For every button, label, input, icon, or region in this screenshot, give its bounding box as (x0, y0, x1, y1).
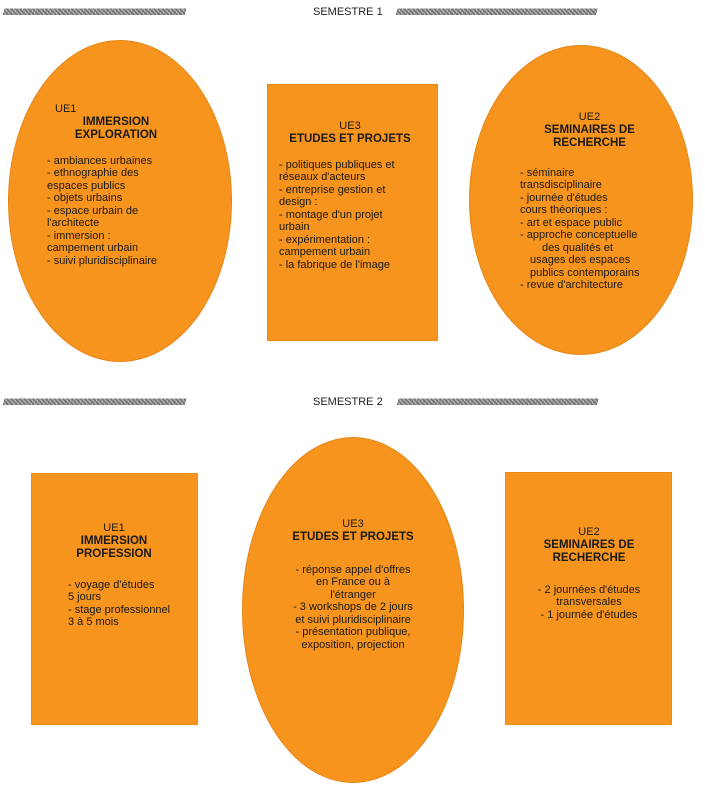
list-item: - art et espace public (520, 216, 623, 229)
list-item: - voyage d'études (68, 578, 155, 591)
list-item: 5 jours (68, 591, 102, 603)
list-item: - politiques publiques et (279, 158, 395, 171)
s1-ue1-items (47, 155, 222, 268)
list-item: - expérimentation : (279, 233, 371, 246)
list-item: - suivi pluridisciplinaire (47, 254, 158, 267)
list-item: publics contemporains (530, 266, 640, 279)
s2-ue2-text (510, 526, 668, 621)
list-item: - stage professionnel (68, 603, 171, 616)
list-item: l'architecte (47, 217, 100, 229)
list-item: campement urbain (47, 242, 139, 254)
s1-ue1-title-2: EXPLORATION (74, 128, 158, 141)
list-item: - approche conceptuelle (520, 229, 638, 241)
s2-ue2-code: UE2 (578, 526, 600, 538)
s1-ue1-title-1: IMMERSION (82, 115, 150, 128)
list-item: transversales (556, 596, 622, 608)
s1-ue1-text (47, 103, 222, 267)
list-item: - 3 workshops de 2 jours (293, 601, 413, 613)
list-item: l'étranger (330, 588, 376, 601)
s2-ue1-title-1: IMMERSION (80, 534, 148, 547)
s1-ue3-items (275, 159, 435, 272)
list-item: design : (279, 196, 318, 208)
list-item: - immersion : (47, 229, 111, 242)
semester-1-title: SEMESTRE 1 (313, 6, 383, 18)
s2-ue1-title-2: PROFESSION (76, 547, 152, 560)
s1-ue2-title-1: SEMINAIRES DE (544, 123, 635, 136)
separator-right: ////////////////////////////////////////////////////////////////////////////////////////////////////////////////////////////////////////////////////////// (397, 397, 598, 407)
separator-left: //////////////////////////////////////////////////////////////////////////////////////////////////////////////////////////////////////////// (3, 7, 186, 17)
list-item: - objets urbains (47, 192, 123, 204)
list-item: exposition, projection (301, 638, 405, 651)
list-item: en France ou à (316, 576, 390, 588)
list-item: - ambiances urbaines (47, 154, 153, 167)
list-item: réseaux d'acteurs (279, 171, 366, 183)
s1-ue2-items (512, 167, 682, 292)
list-item: cours théoriques : (520, 204, 608, 216)
s1-ue2-title-2: RECHERCHE (553, 136, 626, 149)
list-item: et suivi pluridisciplinaire (295, 613, 411, 626)
s1-ue3-code: UE3 (339, 120, 361, 132)
s1-ue2-code: UE2 (578, 111, 601, 123)
list-item: - 2 journées d'études (537, 583, 641, 596)
s2-ue3-title: ETUDES ET PROJETS (292, 530, 414, 543)
s1-ue1-code: UE1 (55, 103, 77, 115)
list-item: - espace urbain de (47, 204, 139, 217)
s2-ue2-title-1: SEMINAIRES DE (543, 538, 635, 551)
s2-ue2-items (510, 584, 668, 622)
list-item: - la fabrique de l'image (279, 258, 390, 271)
list-item: - séminaire (520, 166, 575, 179)
list-item: - 1 journée d'études (540, 608, 638, 621)
semester-1-header (0, 5, 705, 19)
separator-right: ////////////////////////////////////////////////////////////////////////////////////////////////////////////////////////////////////////////////////////// (396, 7, 597, 17)
list-item: - présentation publique, (295, 626, 411, 638)
list-item: - montage d'un projet (279, 208, 383, 221)
separator-left: //////////////////////////////////////////////////////////////////////////////////////////////////////////////////////////////////////////// (3, 397, 186, 407)
s1-ue3-title: ETUDES ET PROJETS (289, 132, 411, 145)
list-item: - revue d'architecture (520, 279, 623, 291)
s2-ue3-text (262, 518, 444, 651)
list-item: - réponse appel d'offres (295, 563, 411, 576)
s2-ue1-code: UE1 (103, 522, 125, 534)
list-item: usages des espaces (530, 254, 631, 266)
s2-ue1-text (40, 522, 195, 629)
list-item: 3 à 5 mois (68, 616, 119, 628)
s2-ue1-items (40, 579, 195, 629)
list-item: campement urbain (279, 246, 371, 258)
semester-2-header (0, 395, 705, 409)
list-item: espaces publics (47, 179, 126, 192)
s2-ue3-code: UE3 (342, 518, 364, 530)
s2-ue3-items (262, 564, 444, 652)
semester-2-title: SEMESTRE 2 (313, 396, 383, 408)
list-item: - entreprise gestion et (279, 183, 386, 196)
list-item: urbain (279, 221, 310, 233)
s1-ue3-text (275, 120, 435, 271)
list-item: transdisciplinaire (520, 179, 602, 191)
s1-ue2-text (512, 111, 682, 292)
s2-ue2-title-2: RECHERCHE (552, 551, 626, 564)
list-item: des qualités et (542, 241, 613, 254)
list-item: - journée d'études (520, 191, 608, 204)
list-item: - ethnographie des (47, 167, 139, 179)
